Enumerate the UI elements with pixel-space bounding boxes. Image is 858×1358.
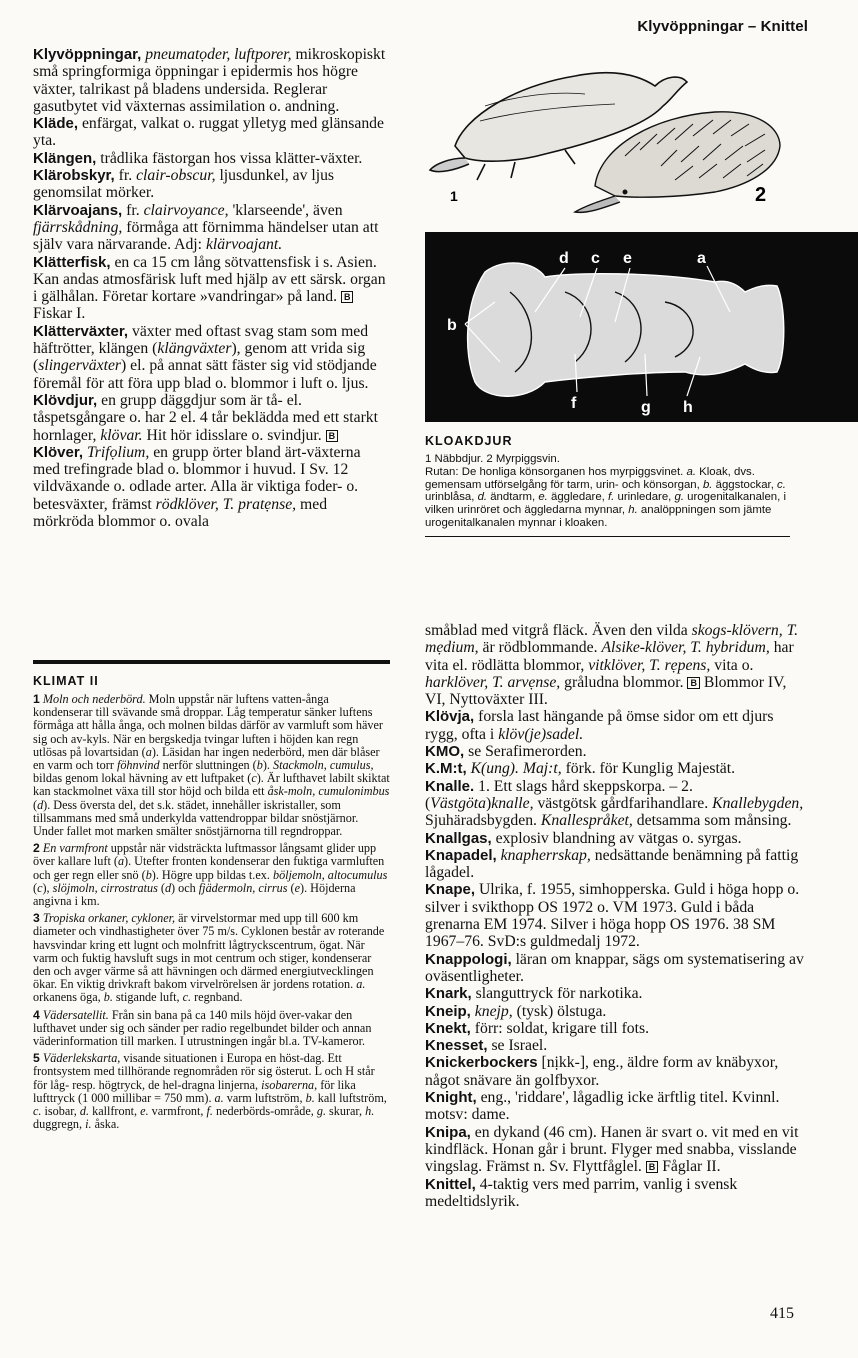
italic-text: knapherrskap, — [500, 846, 591, 864]
text-segment: ). Högre upp bildas t.ex. — [151, 867, 273, 882]
klimat-item — [33, 912, 390, 1004]
text-segment: förk. för Kunglig Majestät. — [561, 760, 736, 778]
dictionary-entry — [33, 254, 388, 323]
italic-text: e. — [140, 1104, 149, 1119]
text-segment: Blommor IV, VI, Nyttoväxter III. — [425, 673, 787, 709]
text-segment: explosiv blandning av vätgas o. syrgas. — [491, 829, 742, 847]
dictionary-entry — [33, 115, 388, 150]
text-segment: Ulrika, f. 1955, simhopperska. Guld i höga hopp o. silver i svikthopp OS 1972 o. VM 1973. Guld i båda grenarna EM 1974. Silver i höga hopp OS 1976. 38 SM 1967–76. SvD:s guldmedalj 1972. — [425, 881, 800, 951]
entry-headword: Knight, — [425, 1089, 477, 1107]
text-segment: nerför sluttningen ( — [159, 758, 257, 773]
italic-text: c — [37, 880, 43, 895]
entry-headword: Klöver, — [33, 443, 84, 461]
klimat-item — [33, 1009, 390, 1049]
monotremes-illustration — [425, 46, 817, 224]
klimat-box — [33, 660, 390, 1136]
entry-headword: Knapadel, — [425, 846, 497, 864]
text-segment: Rutan: De honliga könsorganen hos myrpiggsvinet. — [425, 465, 687, 478]
picture-reference-icon: B — [341, 291, 354, 303]
italic-text: Knallespråket, — [540, 812, 633, 830]
text-segment: en grupp däggdjur som är tå- el. tåspetsgångare o. har 2 el. 4 tår beklädda med ett starkt hornlager, — [33, 391, 378, 444]
klimat-item-number: 3 — [33, 911, 40, 926]
entry-headword: Kläde, — [33, 115, 79, 133]
italic-text: c. — [182, 990, 192, 1005]
label-g: g — [641, 399, 651, 416]
dictionary-entry — [33, 46, 388, 115]
italic-text: b. — [702, 478, 713, 491]
text-segment: nederbörds-område, — [212, 1104, 317, 1119]
label-b: b — [447, 317, 457, 334]
label-d: d — [559, 250, 569, 267]
italic-text: a. — [686, 465, 697, 478]
text-segment: 'klarseende', även — [228, 201, 343, 219]
text-segment: urinledare, — [614, 491, 675, 504]
dictionary-entry — [33, 392, 388, 444]
klimat-item — [33, 1052, 390, 1131]
italic-text: vitklöver, T. rẹpens, — [588, 656, 711, 674]
kloakdjur-text — [425, 466, 790, 530]
italic-text: knejp, — [474, 1002, 513, 1020]
kloakdjur-line1: 1 Näbbdjur. 2 Myrpiggsvin. — [425, 453, 560, 465]
left-column-entries — [33, 46, 388, 530]
text-segment: kall luftström, — [314, 1090, 387, 1105]
text-segment: orkanens öga, — [33, 990, 104, 1005]
italic-text: b — [145, 867, 152, 882]
italic-text: clair-obscur, — [136, 167, 216, 185]
italic-text: klärvoajant. — [205, 236, 283, 254]
entry-headword: Klärvoajans, — [33, 201, 123, 219]
italic-text: c. — [33, 1104, 42, 1119]
klimat-text — [33, 693, 390, 1132]
kloakdjur-caption — [425, 434, 790, 537]
dictionary-entry — [425, 1124, 805, 1176]
text-segment: ( — [33, 797, 38, 812]
text-segment: ( — [157, 880, 165, 895]
italic-text: harklöver, T. arvẹnse, — [425, 673, 561, 691]
text-segment: stigande luft, — [112, 990, 183, 1005]
text-segment: ). Är lufthavet labilt skiktat kan stackmolnet växa till stor höjd och bilda ett — [33, 771, 390, 799]
dictionary-entry — [425, 847, 805, 882]
text-segment: urinblåsa, — [425, 491, 478, 504]
text-segment: detsamma som månsing. — [632, 812, 792, 830]
italic-text: a. — [356, 977, 366, 992]
text-segment: Moln uppstår när luftens vatten-ånga kondenserar till svävande små droppar. Låg temperatur sänker luftens förmåga att hålla ånga, och molnen bildas därför av varmluft som häver sig och av-kyls. När en bergskedja tvingar luften i höjden kan regn utlösas på lovartsidan ( — [33, 692, 383, 759]
italic-text: fjärrskådning, — [33, 218, 123, 236]
text-segment: ), — [42, 880, 53, 895]
dictionary-entry — [425, 985, 805, 1002]
page-number: 415 — [770, 1305, 794, 1322]
text-segment: äggstockar, — [712, 478, 778, 491]
italic-text: f. — [206, 1104, 213, 1119]
italic-text: skogs-klövern, T. mẹdium, — [425, 622, 799, 657]
dictionary-entry — [33, 444, 388, 530]
entry-headword: K.M:t, — [425, 760, 467, 778]
text-segment: Hit hör idisslare o. svindjur. — [142, 426, 326, 444]
text-segment: trådlika fästorgan hos vissa klätter-växter. — [96, 149, 363, 167]
dictionary-entry — [425, 1089, 805, 1124]
italic-text: Maj:t, — [522, 760, 562, 778]
text-segment: se Israel. — [487, 1037, 548, 1055]
klimat-item-number: 5 — [33, 1051, 40, 1066]
entry-headword: Knape, — [425, 881, 476, 899]
text-segment: Från sin bana på ca 140 mils höjd över-vakar den lufthavet under sig och sänder per radio regelbundet bilder och annan väderinformation till marken. I utrustningen ingår bl.a. TV-kameror. — [33, 1007, 372, 1049]
text-segment: växter med oftast svag stam som med häftrötter, klängen ( — [33, 322, 369, 358]
italic-text: g. — [674, 491, 685, 504]
text-segment: västgötsk gårdfarihandlare. — [533, 794, 713, 812]
italic-text: En varmfront — [42, 841, 108, 856]
italic-text: rödklöver, T. pratẹnse, — [155, 495, 297, 513]
italic-text: a — [145, 744, 152, 759]
italic-text: Västgöta — [430, 794, 487, 812]
text-segment: gråludna blommor. — [560, 673, 688, 691]
label-e: e — [623, 250, 632, 267]
italic-text: slöjmoln, cirrostratus — [52, 880, 158, 895]
italic-text: K(ung). — [470, 760, 519, 778]
italic-text: Moln och nederbörd. — [42, 692, 146, 706]
italic-text: a. — [214, 1090, 224, 1105]
text-segment: visande situationen i Europa en höst-dag. Ett frontsystem med tillhörande regnområden rör sig österut. L och H står för låg- resp. högtryck, de hel-dragna linjerna, — [33, 1051, 375, 1092]
dictionary-entry — [425, 760, 805, 777]
text-segment: Fåglar II. — [658, 1158, 721, 1176]
entry-headword: Knekt, — [425, 1019, 471, 1037]
italic-text: f. — [608, 491, 615, 504]
text-segment: förmåga att förnimma händelser utan att själv vara närvarande. Adj: — [33, 218, 379, 254]
text-segment: ). — [262, 758, 273, 773]
entry-headword: Klövja, — [425, 708, 475, 726]
text-segment: ). Höjderna angivna i km. — [33, 880, 356, 909]
text-segment: kallfront, — [89, 1104, 141, 1119]
text-segment: ) och — [171, 880, 199, 895]
dictionary-entry — [425, 830, 805, 847]
klimat-item-number: 1 — [33, 692, 40, 706]
label-c: c — [591, 250, 600, 267]
italic-text: klöv(je)sadel. — [498, 725, 584, 743]
text-segment: äggledare, — [547, 491, 609, 504]
text-segment: isobar, — [41, 1104, 80, 1119]
text-segment: läran om knappar, sägs om systematisering av oväsentligheter. — [425, 950, 804, 985]
italic-text: d — [164, 880, 172, 895]
entry-headword: Klärobskyr, — [33, 167, 115, 185]
text-segment: är rödblommande. — [478, 639, 602, 657]
klimat-item — [33, 693, 390, 838]
italic-text: c — [251, 771, 257, 786]
right-column-entries — [425, 622, 805, 1210]
italic-text: klängväxter — [157, 340, 232, 358]
dictionary-entry — [33, 150, 388, 167]
italic-text: böljemoln, altocumulus — [272, 867, 388, 882]
dictionary-entry — [33, 202, 388, 254]
klimat-item — [33, 842, 390, 908]
kloakdjur-title: KLOAKDJUR — [425, 434, 513, 448]
entry-headword: Knallgas, — [425, 829, 492, 847]
italic-text: Trifọlium, — [86, 443, 150, 461]
text-segment: vita o. — [710, 656, 754, 674]
italic-text: knalle, — [491, 794, 534, 812]
label-f: f — [571, 395, 577, 412]
text-segment: ) — [486, 794, 492, 812]
text-segment: ( — [33, 880, 38, 895]
italic-text: clairvoyance, — [143, 201, 229, 219]
text-segment: regnband. — [191, 990, 243, 1005]
entry-headword: Kneip, — [425, 1002, 471, 1020]
text-segment: skurar, — [325, 1104, 366, 1119]
italic-text: b. — [305, 1090, 315, 1105]
entry-headword: Knipa, — [425, 1123, 471, 1141]
italic-text: isobarerna, — [261, 1077, 318, 1092]
text-segment: uppstår när vidsträckta luftmassor långsamt glider upp över kallare luft ( — [33, 841, 377, 869]
figure-label-1: 1 — [450, 188, 458, 204]
entry-headword: Knittel, — [425, 1175, 476, 1193]
dictionary-entry — [33, 167, 388, 202]
dictionary-entry — [425, 1003, 805, 1020]
text-segment: analöppningen som jämte urogenitalkanalen mynnar i kloaken. — [425, 504, 772, 529]
text-segment: 1. Ett slags hård skeppskorpa. – 2. ( — [425, 777, 693, 812]
entry-headword: Knickerbockers — [425, 1054, 538, 1072]
italic-text: Knallebygden, — [712, 794, 804, 812]
entry-headword: Klätterfisk, — [33, 253, 111, 271]
italic-text: slingerväxter — [38, 357, 122, 375]
dictionary-entry — [425, 1020, 805, 1037]
italic-text: Väderlekskarta, — [42, 1051, 121, 1066]
entry-headword: KMO, — [425, 743, 465, 761]
label-h: h — [683, 399, 693, 416]
text-segment: Sjuhäradsbygden. — [425, 812, 541, 830]
text-segment: ), genom att vrida sig ( — [33, 340, 366, 375]
italic-text: pneumatọder, luftporer, — [145, 46, 292, 63]
italic-text: h. — [628, 504, 638, 517]
italic-text: c. — [777, 478, 786, 491]
entry-headword: Knalle. — [425, 777, 475, 795]
picture-reference-icon: B — [646, 1161, 659, 1173]
label-a: a — [697, 250, 706, 267]
italic-text: g. — [316, 1104, 326, 1119]
dictionary-entry — [425, 951, 805, 986]
text-segment: en grupp örter bland ärt-växterna med trefingrade blad o. blommor i huvud. I Sv. 12 vildväxande o. odlade arter. Alla är viktiga foder- o. betesväxter, främst — [33, 443, 361, 513]
text-segment: för lika lufttryck (1 000 millibar = 750 mm). — [33, 1077, 356, 1105]
text-segment: är virvelstormar med upp till 600 km diameter och vindhastigheter över 75 m/s. Cyklonen består av roterande havsvindar kring ett lugnt och molnfritt lågtryckscentrum, ögat. När varm och fuktig havsluft sugs in mot centrum och stiger, kondenserar den och avger värme så att hävningen och därmed energiutvecklingen ökar. En viktig drivkraft bakom virvelrörelsen är jordens rotation. — [33, 911, 385, 992]
text-segment: ( — [287, 880, 295, 895]
entry-headword: Knesset, — [425, 1037, 488, 1055]
italic-text: d. — [477, 491, 488, 504]
text-segment: slanguttryck för narkotika. — [471, 985, 643, 1003]
italic-text: a — [117, 854, 125, 869]
text-segment: småblad med vitgrå fläck. Även den vilda — [425, 622, 692, 639]
entry-headword: Klängen, — [33, 149, 97, 167]
text-segment: ändtarm, — [487, 491, 539, 504]
italic-text: d — [37, 797, 44, 812]
entry-headword: Klyvöppningar, — [33, 46, 142, 63]
reproductive-organs-diagram — [425, 232, 858, 422]
dictionary-entry — [425, 1176, 805, 1211]
picture-reference-icon: B — [326, 430, 339, 442]
text-segment: förr: soldat, krigare till fots. — [470, 1019, 650, 1037]
italic-text: i. — [85, 1117, 92, 1132]
text-segment: ). Läsidan har ingen nederbörd, men där blåser en varm och torr — [33, 744, 380, 773]
text-segment: en ca 15 cm lång sötvattensfisk i s. Asien. Kan andas atmosfärisk luft med hjälp av ett särsk. organ i gälhålan. Företar kortare »vandringar» på land. — [33, 253, 386, 306]
italic-text: Alsike-klöver, T. hybridum, — [601, 639, 770, 657]
text-segment: åska. — [91, 1117, 120, 1132]
text-segment: urogenitalkanalen, i vilken urinröret och äggledarna mynnar, — [425, 491, 786, 517]
figure-label-2: 2 — [755, 184, 767, 206]
text-segment: (tysk) ölstuga. — [512, 1002, 607, 1020]
italic-text: föhnvind — [116, 758, 160, 773]
text-segment: med mörkröda blommor o. ovala — [33, 495, 328, 531]
text-segment: enfärgat, valkat o. ruggat ylletyg med glänsande yta. — [33, 115, 384, 150]
italic-text: åsk-moln, cumulonimbus — [267, 784, 390, 799]
text-segment: [nịkk-], eng., äldre form av knäbyxor, något snävare än golfbyxor. — [425, 1054, 779, 1089]
dictionary-entry — [425, 708, 805, 743]
klimat-item-number: 4 — [33, 1007, 40, 1022]
text-segment: 4-taktig vers med parrim, vanlig i svensk medeltidslyrik. — [425, 1175, 738, 1210]
dictionary-entry — [425, 881, 805, 950]
italic-text: b — [256, 758, 263, 773]
text-segment: en dykand (46 cm). Hanen är svart o. vit med en vit kindfläck. Honan går i brunt. Flyger med snabba, visslande vingslag. Främst n. Sv. Flyttfåglel. — [425, 1123, 799, 1176]
entry-headword: Klätterväxter, — [33, 322, 129, 340]
italic-text: fjädermoln, cirrus — [198, 880, 288, 895]
italic-text: h. — [365, 1104, 375, 1119]
dictionary-entry — [425, 743, 805, 760]
text-segment: Fiskar I. — [33, 305, 86, 323]
dictionary-entry — [425, 1054, 805, 1089]
text-segment: varmfront, — [148, 1104, 207, 1119]
text-segment: duggregn, — [33, 1117, 86, 1132]
italic-text: Vädersatellit. — [42, 1007, 109, 1022]
text-segment: fr. — [122, 201, 144, 219]
text-segment: ljusdunkel, av ljus genomsilat mörker. — [33, 167, 335, 202]
klimat-rule — [33, 660, 390, 664]
text-segment: ) el. på annat sätt fäster sig vid stödjande föremål för att föra upp blad o. blommor i luft o. ljus. — [33, 357, 377, 392]
italic-text: e. — [538, 491, 548, 504]
kloakdjur-rule — [425, 536, 790, 537]
text-segment: fr. — [114, 167, 137, 185]
klimat-title: KLIMAT II — [33, 674, 99, 688]
italic-text: b. — [103, 990, 113, 1005]
entry-headword: Knappologi, — [425, 950, 512, 968]
text-segment: varm luftström, — [223, 1090, 306, 1105]
italic-text: d. — [79, 1104, 90, 1119]
running-head: Klyvöppningar – Knittel — [637, 18, 808, 35]
dictionary-entry — [425, 778, 805, 830]
text-segment: se Serafimerorden. — [464, 743, 587, 761]
text-segment: forsla last hängande på ömse sidor om ett djurs rygg, ofta i — [425, 708, 774, 743]
text-segment: mikroskopiskt små springformiga öppningar i epidermis hos högre växter, talrikast på bladens undersida. Reglerar gasutbytet vid växternas assimilation o. andning. — [33, 46, 386, 115]
text-segment: nedsättande benämning på fattig lågadel. — [425, 846, 799, 882]
dictionary-entry — [33, 323, 388, 392]
dictionary-entry — [425, 1037, 805, 1054]
text-segment: Kloak, dvs. gemensam utförselgång för tarm, urin- och könsorgan, — [425, 465, 755, 491]
italic-text: e — [294, 880, 301, 895]
text-segment: ). Utefter fronten kondenserar den fuktiga varmluften och ger regn eller snö ( — [33, 854, 385, 882]
text-segment: bildas genom lokal hävning av ett luftpaket ( — [33, 771, 252, 786]
klimat-item-number: 2 — [33, 841, 40, 856]
text-segment: ). Dess översta del, det s.k. städet, innehåller iskristaller, som tillsammans med små underkylda vattendroppar bildar snöstjärnor. Under fallet mot marken smälter snöstjärnorna till regndroppar. — [33, 797, 359, 839]
picture-reference-icon: B — [687, 677, 700, 689]
entry-headword: Knark, — [425, 985, 472, 1003]
italic-text: Stackmoln, cumulus, — [272, 758, 374, 773]
text-segment: har vita el. rödlätta blommor, — [425, 639, 794, 674]
italic-text: Tropiska orkaner, cykloner, — [42, 911, 176, 926]
italic-text: klövar. — [100, 426, 143, 444]
dictionary-entry — [425, 622, 805, 708]
entry-headword: Klövdjur, — [33, 391, 98, 409]
text-segment: eng., 'riddare', lågadlig icke ärftlig titel. Kvinnl. motsv: dame. — [425, 1089, 780, 1124]
